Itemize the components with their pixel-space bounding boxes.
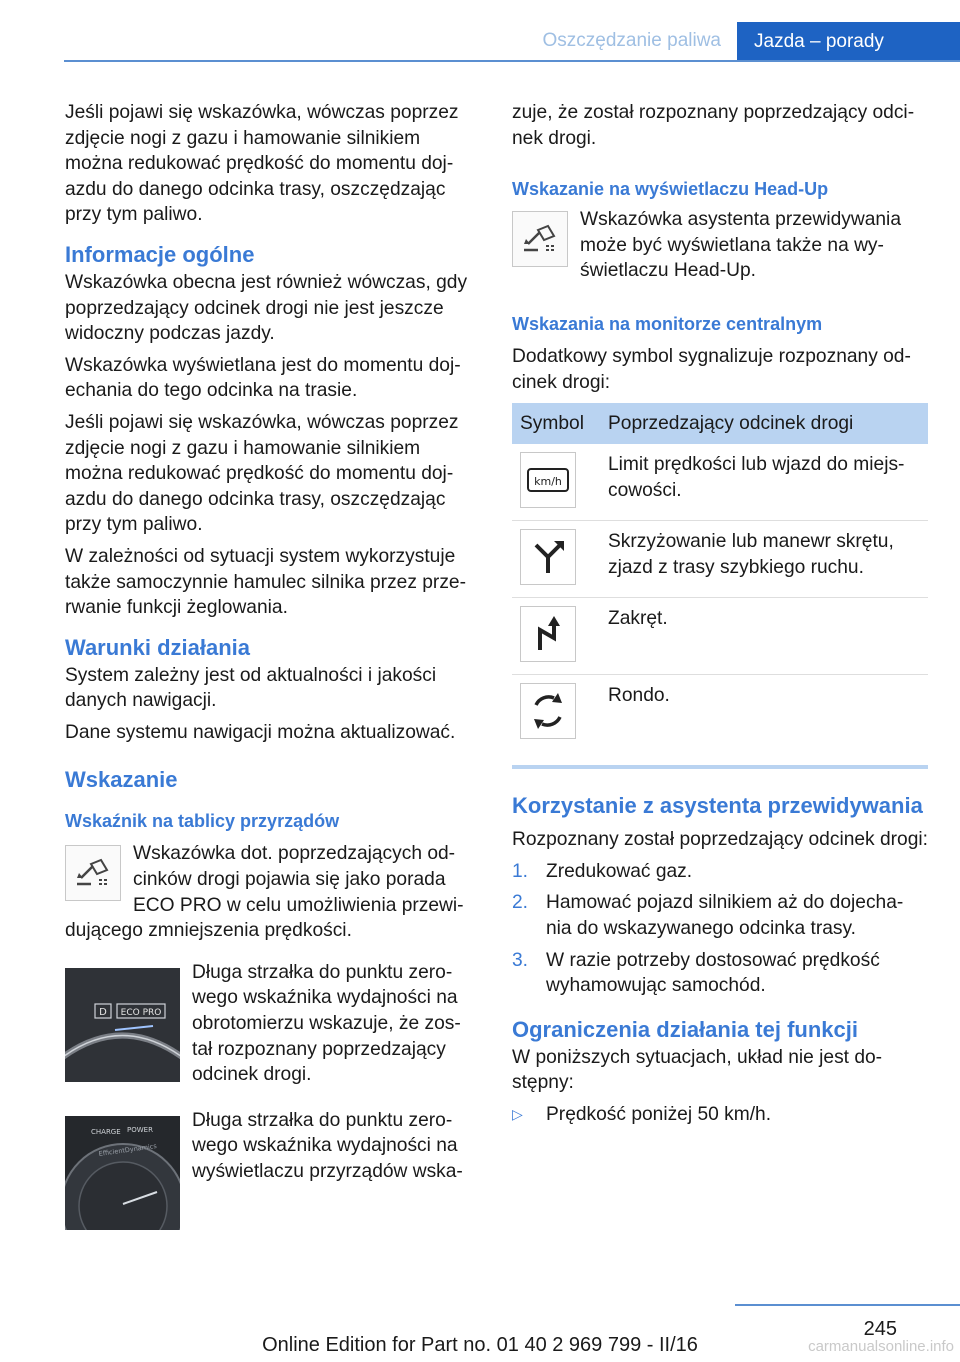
efficiency-display-photo (65, 1116, 180, 1230)
section-tab: Oszczędzanie paliwa (542, 30, 721, 51)
eco-hint-icon (65, 845, 121, 901)
eco-hint-icon (512, 211, 568, 267)
list-item: 1. Zredukować gaz. (512, 860, 693, 882)
efficient-dynamics-label: EfficientDynamics (98, 1141, 158, 1158)
bullet-list (512, 1102, 928, 1128)
paragraph: Wskazówka asystenta przewidywania może być wyświetlana także na wy‐świetlaczu Head-Up. (580, 209, 901, 282)
paragraph: System zależny jest od aktualności i jakości danych nawigacji. (65, 664, 437, 712)
list-item: 3. W razie potrzeby dostosować prędkość wyhamowując samochód. (512, 949, 880, 997)
speed-limit-kmh-icon (520, 452, 576, 508)
paragraph: Wskazówka wyświetlana jest do momentu doj‐echania do tego odcinka na trasie. (65, 354, 461, 402)
right-column (512, 100, 928, 1134)
heading-hud: Wskazanie na wyświetlaczu Head-Up (512, 179, 829, 200)
header-rule (64, 60, 960, 62)
paragraph: Wskazówka obecna jest również wówczas, gdy poprzedzający odcinek drogi nie jest jeszcze widoczny podczas jazdy. (65, 271, 468, 345)
column-header-segment: Poprzedzający odcinek drogi (600, 403, 928, 444)
table-row (512, 598, 928, 675)
table-cell: Skrzyżowanie lub manewr skrętu, zjazd z trasy szybkiego ruchu. (600, 521, 928, 598)
paragraph: Długa strzałka do punktu zero‐wego wskaźnika wydajności na wyświetlaczu przyrządów wska‐ (192, 1109, 463, 1182)
curve-icon (520, 606, 576, 662)
heading-use: Korzystanie z asystenta przewidywania (512, 793, 923, 819)
table-row (512, 444, 928, 521)
table-cell: Limit prędkości lub wjazd do miejs‐cowości. (600, 444, 928, 521)
page-number: 245 (863, 1318, 897, 1340)
edition-note: Online Edition for Part no. 01 40 2 969 799 - II/16 (262, 1334, 698, 1356)
heading-limits: Ograniczenia działania tej funkcji (512, 1016, 858, 1042)
paragraph: W poniższych sytuacjach, układ nie jest do‐stępny: (512, 1046, 883, 1094)
heading-conditions: Warunki działania (65, 634, 251, 660)
watermark: carmanualsonline.info (808, 1338, 954, 1355)
table-end-rule (512, 765, 928, 769)
heading-general: Informacje ogólne (65, 241, 255, 267)
photo-block-1 (65, 960, 480, 1094)
paragraph: Jeśli pojawi się wskazówka, wówczas poprzez zdjęcie nogi z gazu i hamowanie silnikiem można redukować prędkość do momentu doj‐azdu do danego odcinka trasy, oszczędzając przy tym paliwo. (65, 102, 459, 226)
charge-label: CHARGE (91, 1127, 121, 1136)
paragraph: W zależności od sytuacji system wykorzystuje także samoczynnie hamulec silnika przez prze‐rwanie funkcji żeglowania. (65, 545, 466, 619)
cluster-hint-block (65, 841, 480, 943)
left-column (65, 100, 480, 1230)
tachometer-photo (65, 968, 180, 1082)
chapter-tab: Jazda – porady (737, 22, 960, 62)
table-row (512, 521, 928, 598)
paragraph: Rozpoznany został poprzedzający odcinek drogi: (512, 829, 928, 851)
list-item: 2. Hamować pojazd silnikiem aż do dojecha‐nia do wskazywanego odcinka trasy. (512, 892, 904, 939)
eco-pro-label: ECO PRO (120, 1007, 162, 1018)
paragraph: Wskazówka dot. poprzedzających od‐cinków drogi pojawia się jako porada ECO PRO w celu umożliwienia przewi‐dującego zmniejszenia prędkości. (65, 843, 464, 942)
heading-cid: Wskazania na monitorze centralnym (512, 313, 823, 334)
footer-rule (735, 1304, 960, 1306)
hud-hint-block (512, 209, 928, 290)
steps-list (512, 859, 928, 999)
column-header-symbol: Symbol (512, 403, 600, 444)
paragraph: Dane systemu nawigacji można aktualizować. (65, 721, 456, 743)
paragraph: Jeśli pojawi się wskazówka, wówczas poprzez zdjęcie nogi z gazu i hamowanie silnikiem można redukować prędkość do momentu doj‐azdu do danego odcinka trasy, oszczędzając przy tym paliwo. (65, 411, 459, 536)
page-header (0, 0, 960, 62)
roundabout-icon (520, 683, 576, 739)
table-row (512, 675, 928, 752)
paragraph: zuje, że został rozpoznany poprzedzający odci‐nek drogi. (512, 102, 915, 149)
photo-block-2 (65, 1108, 480, 1230)
heading-cluster: Wskaźnik na tablicy przyrządów (65, 811, 340, 832)
heading-display: Wskazanie (65, 767, 178, 793)
table-cell: Zakręt. (600, 598, 928, 675)
list-item: ▷ Prędkość poniżej 50 km/h. (512, 1103, 772, 1125)
gear-indicator: D (99, 1006, 107, 1018)
symbol-table (512, 403, 928, 751)
power-label: POWER (127, 1125, 153, 1134)
junction-icon (520, 529, 576, 585)
paragraph: Długa strzałka do punktu zero‐wego wskaźnika wydajności na obrotomierzu wskazuje, że zos‐tał rozpoznany poprzedzający odcinek drogi. (192, 961, 461, 1086)
svg-text:km/h: km/h (534, 475, 562, 489)
table-cell: Rondo. (608, 685, 670, 707)
paragraph: Dodatkowy symbol sygnalizuje rozpoznany od‐cinek drogi: (512, 345, 911, 393)
